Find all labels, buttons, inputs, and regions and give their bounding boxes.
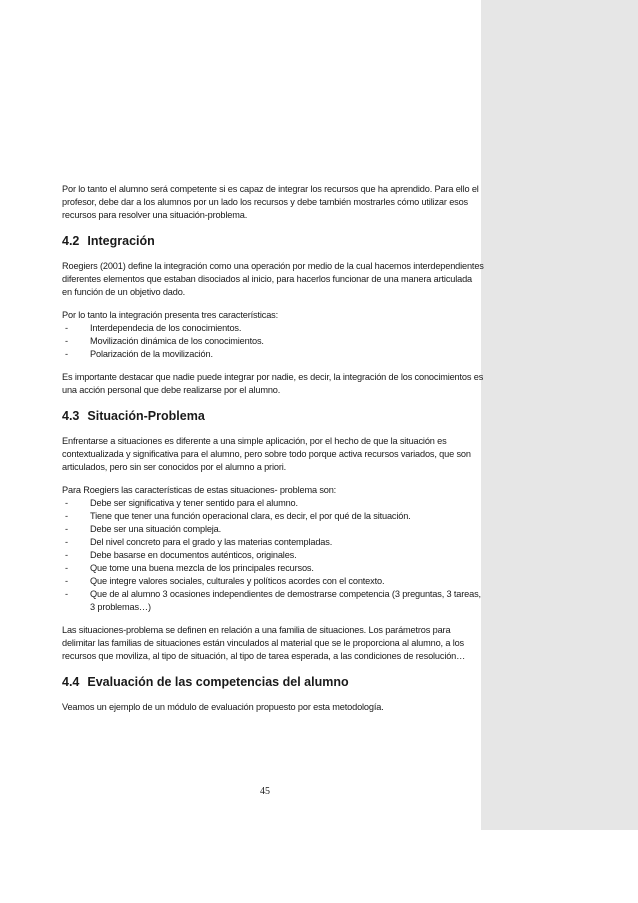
- section-number: 4.2: [62, 234, 80, 248]
- paragraph: Enfrentarse a situaciones es diferente a una simple aplicación, por el hecho de que la situación es contextualizada y significativa para el alumno, pero sobre todo porque activa recursos variados, que son articulados, pero sin ser conocidos por el alumno a priori.: [62, 436, 471, 472]
- list-item: - Polarización de la movilización.: [62, 348, 484, 361]
- section-heading-4-2: [62, 234, 484, 249]
- paragraph: Las situaciones-problema se definen en relación a una familia de situaciones. Los parámetros para delimitar las familias de situaciones están vinculados al material que se le proporciona al alumno, a los recursos que moviliza, al tipo de situación, al tipo de tarea esperada, a las condiciones de resolución…: [62, 625, 466, 661]
- list-item: - Movilización dinámica de los conocimientos.: [62, 335, 484, 348]
- list-item: - Debe basarse en documentos auténticos, originales.: [62, 549, 484, 562]
- paragraph: Para Roegiers las características de estas situaciones- problema son:: [62, 485, 337, 495]
- bullet-list: [62, 497, 484, 614]
- document-body: [62, 183, 484, 724]
- section-title: Situación-Problema: [87, 409, 205, 423]
- section-number: 4.4: [62, 675, 80, 689]
- list-item: - Tiene que tener una función operacional clara, es decir, el por qué de la situación.: [62, 510, 484, 523]
- paragraph: Roegiers (2001) define la integración como una operación por medio de la cual hacemos interdependientes diferentes elementos que estaban disociados al inicio, para hacerlos funcionar de una manera articulada en función de un objetivo dado.: [62, 261, 484, 297]
- section-number: 4.3: [62, 409, 80, 423]
- list-item: - Del nivel concreto para el grado y las materias contempladas.: [62, 536, 484, 549]
- list-item: - Que de al alumno 3 ocasiones independientes de demostrarse competencia (3 preguntas, 3 tareas, 3 problemas…): [62, 588, 484, 614]
- section-title: Evaluación de las competencias del alumno: [87, 675, 349, 689]
- list-item: - Debe ser significativa y tener sentido para el alumno.: [62, 497, 484, 510]
- section-title: Integración: [87, 234, 155, 248]
- list-item: - Que tome una buena mezcla de los principales recursos.: [62, 562, 484, 575]
- section-heading-4-3: [62, 409, 484, 424]
- section-heading-4-4: [62, 675, 484, 690]
- list-item: - Que integre valores sociales, culturales y políticos acordes con el contexto.: [62, 575, 484, 588]
- paragraph: Por lo tanto la integración presenta tres características:: [62, 310, 278, 320]
- bullet-list: [62, 322, 484, 361]
- comment-margin-panel: [481, 0, 638, 830]
- list-item: - Interdependecia de los conocimientos.: [62, 322, 484, 335]
- paragraph: Veamos un ejemplo de un módulo de evaluación propuesto por esta metodología.: [62, 702, 384, 712]
- list-item: - Debe ser una situación compleja.: [62, 523, 484, 536]
- page-number: 45: [260, 786, 270, 797]
- intro-paragraph: Por lo tanto el alumno será competente si es capaz de integrar los recursos que ha aprendido. Para ello el profesor, debe dar a los alumnos por un lado los recursos y debe también mostrarles cómo utilizar esos recursos para resolver una situación-problema.: [62, 184, 479, 220]
- paragraph: Es importante destacar que nadie puede integrar por nadie, es decir, la integración de los conocimientos es una acción personal que debe realizarse por el alumno.: [62, 372, 484, 395]
